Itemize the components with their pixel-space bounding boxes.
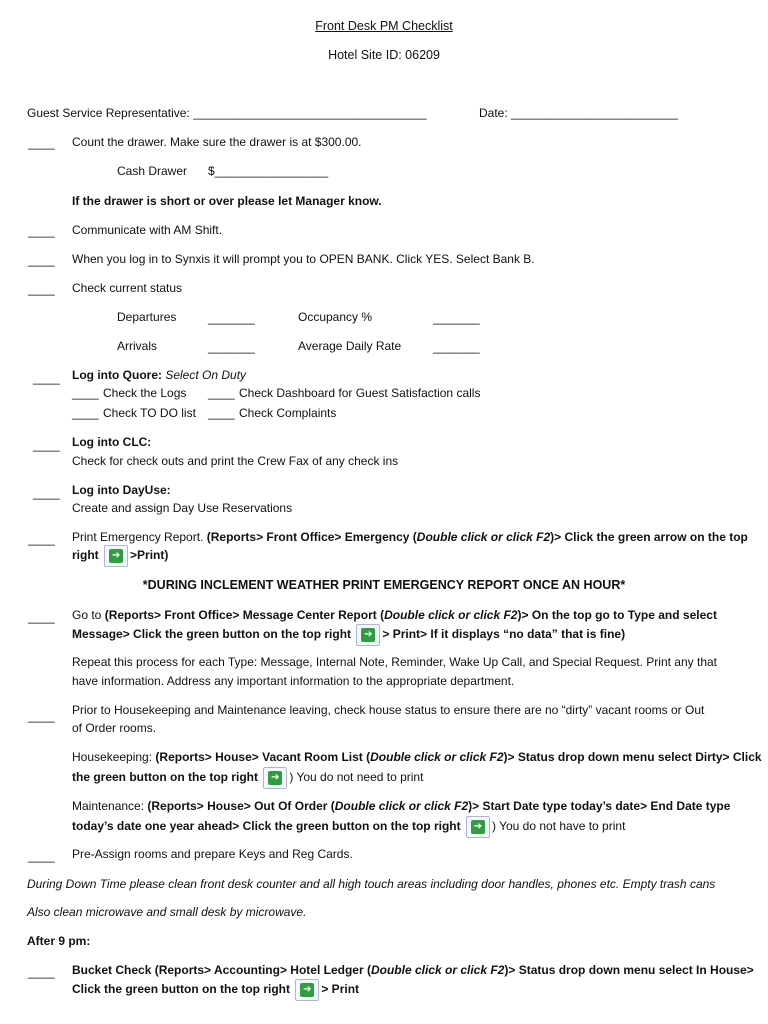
mt-path: (Reports> House> Out Of Order (Double click or click F2)> Start Date type today’s date> End Date type: [147, 799, 731, 813]
clc-desc: Check for check outs and print the Crew Fax of any check ins: [72, 454, 399, 468]
emergency-prefix: Print Emergency Report.: [72, 530, 204, 544]
housekeeping-line1: [72, 748, 762, 766]
hk-label: Housekeeping:: [72, 750, 153, 764]
dayuse-label: Log into DayUse:: [72, 483, 171, 497]
prior-line2: of Order rooms.: [72, 721, 157, 735]
checkbox-blank: ____: [33, 438, 60, 452]
checkbox-blank: ____: [28, 136, 55, 150]
departures-label: Departures: [117, 310, 177, 324]
checkbox-blank: ____: [28, 253, 55, 267]
occupancy-blank: _______: [433, 311, 480, 325]
bucket-line2-text: Click the green button on the top right: [72, 982, 290, 997]
checkbox-blank: ____: [33, 371, 60, 385]
bucket-line1: [72, 961, 754, 979]
checkbox-blank: ____: [28, 282, 55, 296]
after-9pm-heading: After 9 pm:: [27, 934, 91, 948]
green-arrow-icon[interactable]: [466, 816, 490, 838]
checkbox-blank: ____: [28, 610, 55, 624]
emergency-line: [72, 528, 748, 546]
count-drawer-text: Count the drawer. Make sure the drawer is at $300.00.: [72, 135, 362, 149]
checkbox-blank: ____: [72, 406, 99, 420]
checkbox-blank: ____: [72, 386, 99, 400]
logs-text: Check the Logs: [103, 386, 187, 400]
todo-text: Check TO DO list: [103, 406, 196, 420]
departures-blank: _______: [208, 311, 255, 325]
repeat-line1: Repeat this process for each Type: Message, Internal Note, Reminder, Wake Up Call, and Special Request. Print any that: [72, 655, 717, 669]
microwave-text: Also clean microwave and small desk by microwave.: [27, 905, 307, 919]
maintenance-line2: [72, 816, 625, 838]
checkbox-blank: ____: [28, 965, 55, 979]
checkbox-blank: ____: [28, 532, 55, 546]
green-arrow-icon[interactable]: [104, 545, 128, 567]
emergency-path: (Reports> Front Office> Emergency (Double click or click F2)> Click the green arrow on the top: [206, 530, 748, 544]
arrivals-label: Arrivals: [117, 339, 158, 353]
msg-path: (Reports> Front Office> Message Center Report (Double click or click F2)> On the top go to Type and select: [104, 608, 717, 622]
msg-line2a: Message> Click the green button on the top right: [72, 627, 352, 642]
emergency-line2: [72, 545, 168, 567]
green-arrow-icon[interactable]: [295, 979, 319, 1001]
complaints-text: Check Complaints: [239, 406, 337, 420]
emergency-right: right: [72, 548, 99, 563]
message-line2: [72, 624, 625, 646]
adr-blank: _______: [433, 340, 480, 354]
checkbox-blank: ____: [33, 486, 60, 500]
msg-goto: Go to: [72, 608, 102, 622]
quore-line: [72, 366, 246, 384]
emergency-print: >Print): [130, 548, 169, 563]
message-line1: [72, 606, 717, 624]
page-title: Front Desk PM Checklist: [315, 19, 453, 33]
gsr-field: Guest Service Representative: ___________________________________: [27, 106, 427, 120]
mt-end: ) You do not have to print: [491, 819, 626, 834]
cash-drawer-label: Cash Drawer: [117, 164, 188, 178]
bucket-line2: [72, 979, 359, 1001]
green-arrow-icon[interactable]: [356, 624, 380, 646]
repeat-line2: have information. Address any important information to the appropriate department.: [72, 674, 515, 688]
occupancy-label: Occupancy %: [298, 310, 373, 324]
hk-line2: the green button on the top right: [72, 770, 258, 785]
dashboard-text: Check Dashboard for Guest Satisfaction calls: [239, 386, 481, 400]
hotel-site-id: Hotel Site ID: 06209: [328, 48, 440, 62]
clc-label: Log into CLC:: [72, 435, 152, 449]
downtime-text: During Down Time please clean front desk counter and all high touch areas including door handles, phones etc. Empty trash cans: [27, 877, 716, 891]
msg-line2b: > Print> If it displays “no data” that is fine): [382, 627, 626, 642]
arrivals-blank: _______: [208, 340, 255, 354]
bucket-label: Bucket Check: [72, 963, 152, 977]
checkbox-blank: ____: [28, 224, 55, 238]
dayuse-desc: Create and assign Day Use Reservations: [72, 501, 293, 515]
bucket-path: (Reports> Accounting> Hotel Ledger (Double click or click F2)> Status drop down menu select In House>: [154, 963, 754, 977]
hk-path: (Reports> House> Vacant Room List (Double click or click F2)> Status drop down menu select Dirty> Click: [155, 750, 762, 764]
green-arrow-icon[interactable]: [263, 767, 287, 789]
adr-label: Average Daily Rate: [298, 339, 402, 353]
maintenance-line1: [72, 797, 730, 815]
hk-end: ) You do not need to print: [289, 770, 424, 785]
cash-drawer-field: $_________________: [208, 164, 329, 178]
checkbox-blank: ____: [28, 709, 55, 723]
checkbox-blank: ____: [28, 849, 55, 863]
housekeeping-line2: [72, 767, 423, 789]
checkbox-blank: ____: [208, 386, 235, 400]
preassign-text: Pre-Assign rooms and prepare Keys and Reg Cards.: [72, 847, 353, 861]
communicate-text: Communicate with AM Shift.: [72, 223, 223, 237]
quore-label: Log into Quore:: [72, 368, 162, 382]
drawer-note: If the drawer is short or over please let Manager know.: [72, 194, 382, 208]
checkbox-blank: ____: [208, 406, 235, 420]
synxis-text: When you log in to Synxis it will prompt you to OPEN BANK. Click YES. Select Bank B.: [72, 252, 535, 266]
mt-label: Maintenance:: [72, 799, 145, 813]
bucket-end: > Print: [321, 982, 360, 997]
quore-sub: Select On Duty: [165, 368, 247, 382]
date-field: Date: _________________________: [479, 106, 678, 120]
mt-line2: today’s date one year ahead> Click the green button on the top right: [72, 819, 461, 834]
prior-line1: Prior to Housekeeping and Maintenance leaving, check house status to ensure there are no “dirty” vacant rooms or Out: [72, 703, 705, 717]
check-status-text: Check current status: [72, 281, 183, 295]
inclement-note: *DURING INCLEMENT WEATHER PRINT EMERGENCY REPORT ONCE AN HOUR*: [142, 578, 626, 592]
